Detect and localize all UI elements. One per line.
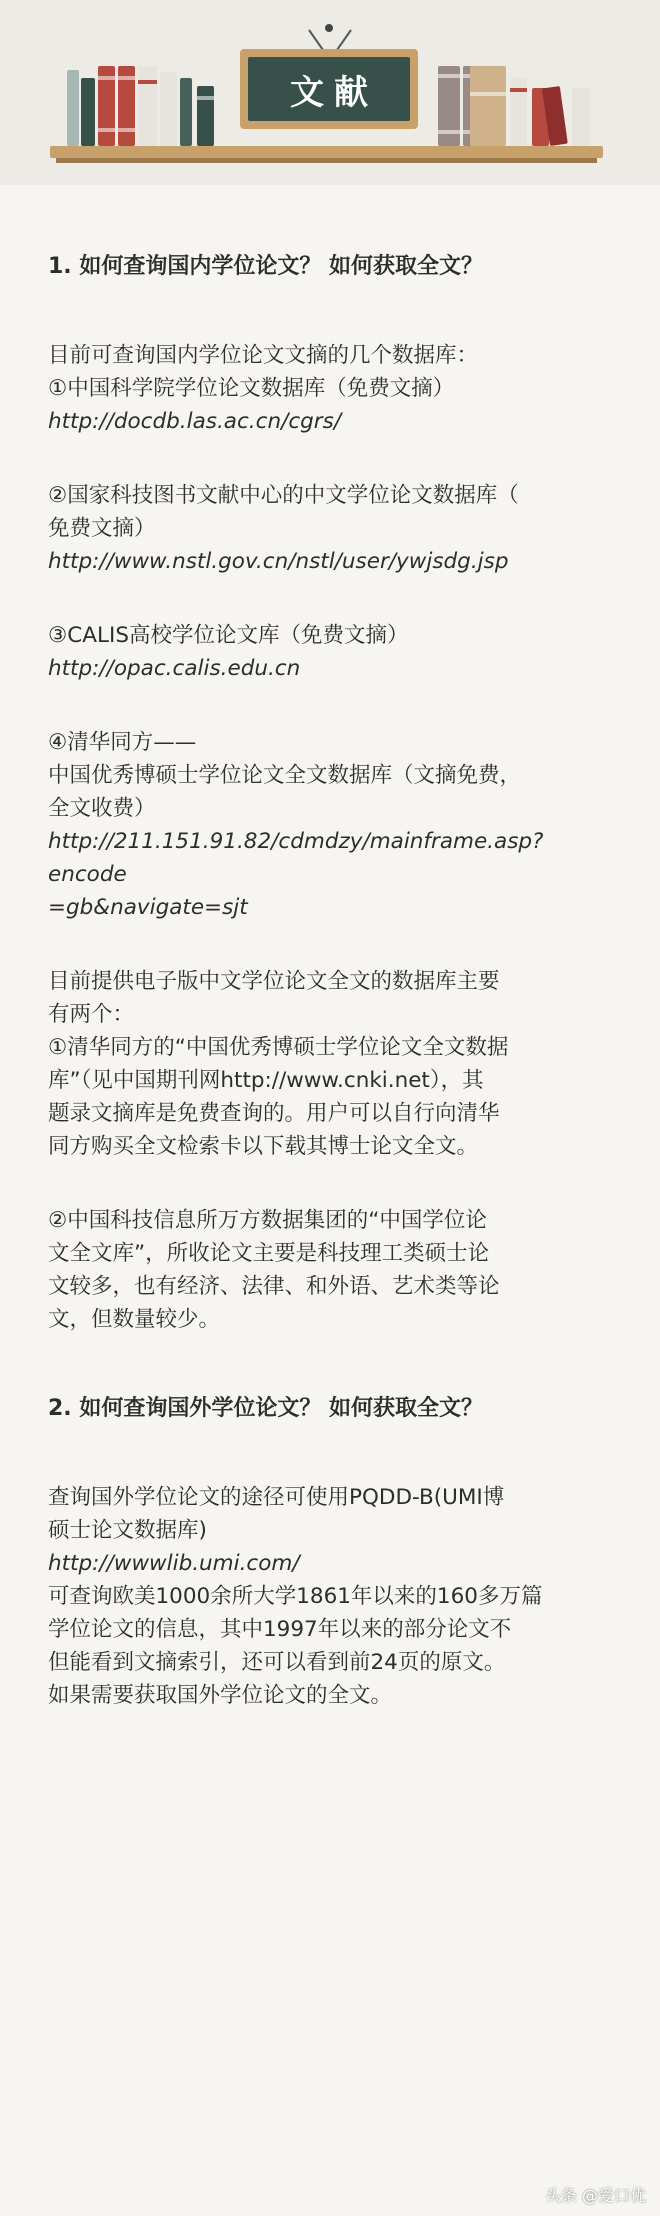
- book-icon: [138, 66, 157, 146]
- book-icon: [81, 78, 95, 146]
- paragraph: 硕士论文数据库): [48, 1518, 207, 1543]
- url-text: http://211.151.91.82/cdmdzy/mainframe.asp?encode: [48, 829, 544, 887]
- url-text: http://wwwlib.umi.com/: [48, 1551, 300, 1576]
- paragraph: 可查询欧美1000余所大学1861年以来的160多万篇: [48, 1584, 543, 1609]
- book-icon: [180, 78, 192, 146]
- paragraph: 同方购买全文检索卡以下载其博士论文全文。: [48, 1134, 479, 1159]
- book-icon: [67, 70, 79, 146]
- paragraph: 目前可查询国内学位论文文摘的几个数据库：: [48, 343, 479, 368]
- chalkboard-surface: [248, 57, 410, 121]
- paragraph: 如果需要获取国外学位论文的全文。: [48, 1683, 393, 1708]
- book-icon: [160, 72, 177, 146]
- bookshelf-shadow: [56, 158, 597, 163]
- book-icon: [470, 66, 506, 146]
- paragraph: ③CALIS高校学位论文库（免费文摘）: [48, 623, 409, 648]
- paragraph: 文全文库”，所收论文主要是科技理工类硕士论: [48, 1241, 490, 1266]
- header-banner: [0, 0, 660, 185]
- paragraph: ①清华同方的“中国优秀博硕士学位论文全文数据: [48, 1035, 509, 1060]
- paragraph: ①中国科学院学位论文数据库（免费文摘）: [48, 376, 455, 401]
- book-icon: [98, 66, 115, 146]
- watermark: 头条 @爱口优: [544, 2186, 646, 2205]
- paragraph: 目前提供电子版中文学位论文全文的数据库主要: [48, 969, 500, 994]
- section-heading: 1. 如何查询国内学位论文？ 如何获取全文？: [48, 254, 483, 279]
- pin-icon: [325, 24, 333, 32]
- book-icon: [510, 78, 527, 146]
- book-icon: [197, 86, 214, 146]
- paragraph: 文，但数量较少。: [48, 1307, 221, 1332]
- paragraph: 文较多，也有经济、法律、和外语、艺术类等论: [48, 1274, 500, 1299]
- bookshelf: [50, 146, 603, 158]
- paragraph: ②国家科技图书文献中心的中文学位论文数据库（: [48, 483, 519, 508]
- book-icon: [572, 88, 590, 146]
- paragraph: 中国优秀博硕士学位论文全文数据库（文摘免费，: [48, 763, 522, 788]
- paragraph: 题录文摘库是免费查询的。用户可以自行向清华: [48, 1101, 500, 1126]
- url-text: http://docdb.las.ac.cn/cgrs/: [48, 409, 342, 434]
- page-title: 文献: [290, 72, 378, 113]
- paragraph: 但能看到文摘索引，还可以看到前24页的原文。: [48, 1650, 506, 1675]
- section-heading: 2. 如何查询国外学位论文？ 如何获取全文？: [48, 1396, 483, 1421]
- paragraph: ②中国科技信息所万方数据集团的“中国学位论: [48, 1208, 487, 1233]
- paragraph: 学位论文的信息，其中1997年以来的部分论文不: [48, 1617, 512, 1642]
- paragraph: 有两个：: [48, 1002, 135, 1027]
- paragraph: 库”（见中国期刊网http://www.cnki.net），其: [48, 1068, 484, 1093]
- book-icon: [118, 66, 135, 146]
- url-text: http://www.nstl.gov.cn/nstl/user/ywjsdg.jsp: [48, 549, 509, 574]
- article-body: [48, 250, 618, 1712]
- paragraph: 查询国外学位论文的途径可使用PQDD-B(UMI博: [48, 1485, 505, 1510]
- url-text: =gb&navigate=sjt: [48, 895, 248, 920]
- chalkboard: [240, 49, 418, 129]
- paragraph: 免费文摘）: [48, 516, 156, 541]
- paragraph: ④清华同方——: [48, 730, 197, 755]
- paragraph: 全文收费）: [48, 796, 156, 821]
- url-text: http://opac.calis.edu.cn: [48, 656, 301, 681]
- book-icon: [438, 66, 460, 146]
